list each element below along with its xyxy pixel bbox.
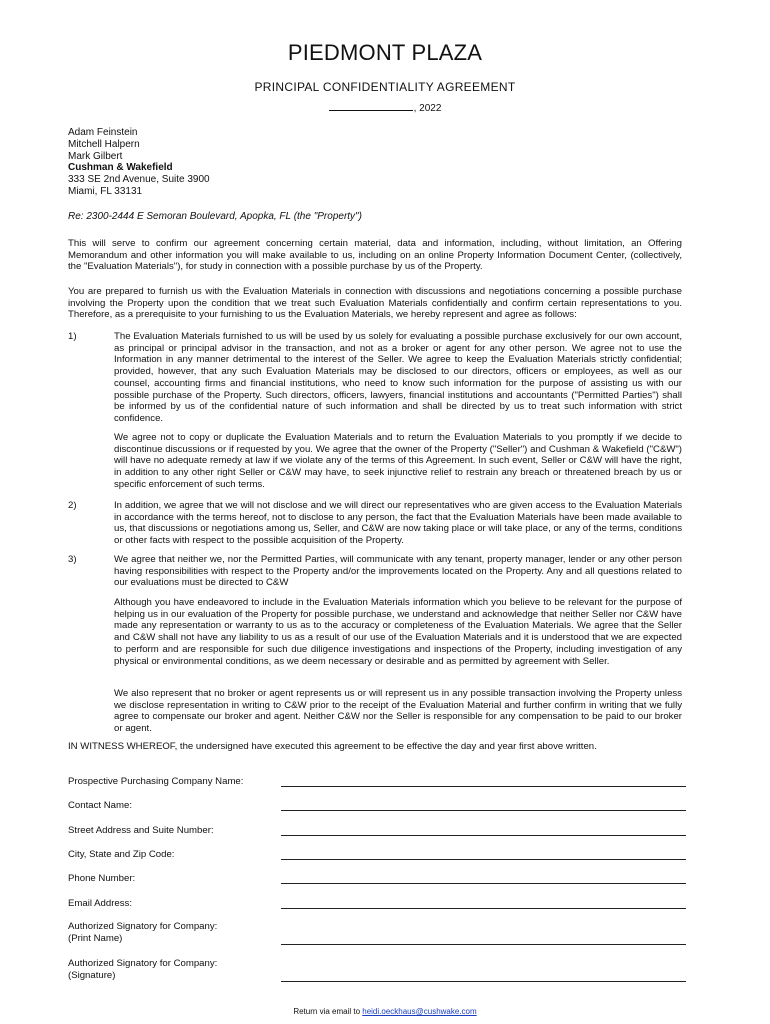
item-continuation: We also represent that no broker or agent represents us or will represent us in any possible transaction involving the Property unless we disclose representation in writing to C&W prior to the receipt of the Evaluation Material and further confirm in writing that we fully agree to compensate our broker and agent. Neither C&W nor the Seller is responsible for any compensation to be paid to our broker or agent. xyxy=(114,688,682,735)
footer-prefix: Return via email to xyxy=(293,1007,363,1016)
street-address-label: Street Address and Suite Number: xyxy=(68,825,214,836)
date-line xyxy=(0,101,770,114)
item-text: We agree that neither we, nor the Permitted Parties, will communicate with any tenant, property manager, lender or any other person having responsibilities with respect to the Property and/or the improvements located on the Property. Any and all questions related to our evaluations must be directed to C&W xyxy=(114,554,682,589)
city-state-zip-field[interactable] xyxy=(281,859,686,860)
document-subtitle: PRINCIPAL CONFIDENTIALITY AGREEMENT xyxy=(254,80,516,94)
document-title: PIEDMONT PLAZA xyxy=(287,40,483,65)
addressee-street: 333 SE 2nd Avenue, Suite 3900 xyxy=(68,174,210,186)
addressee-name: Mark Gilbert xyxy=(68,150,123,162)
witness-statement: IN WITNESS WHEREOF, the undersigned have executed this agreement to be effective the day and year first above written. xyxy=(68,741,597,752)
date-year: , 2022 xyxy=(413,103,442,114)
item-text: In addition, we agree that we will not disclose and we will direct our representatives who are given access to the Evaluation Materials in accordance with the terms hereof, not to disclose to any person, the fact that the Evaluation Materials have been made available to us, that discussions or negotiations among us, Seller, and C&W are now taking place or will take place, or any of the terms, conditions or other facts with respect to the possible acquisition of the Property. xyxy=(114,500,682,547)
phone-number-field[interactable] xyxy=(281,883,686,884)
addressee-block xyxy=(68,127,210,198)
item-number: 1) xyxy=(68,331,77,342)
signatory-signature-field[interactable] xyxy=(281,981,686,982)
signatory-print-label xyxy=(68,921,217,945)
city-state-zip-label: City, State and Zip Code: xyxy=(68,849,175,860)
return-email-link[interactable]: heidi.oeckhaus@cushwake.com xyxy=(362,1007,477,1016)
item-number: 3) xyxy=(68,554,77,565)
addressee-name: Adam Feinstein xyxy=(68,127,138,138)
date-blank[interactable] xyxy=(329,101,413,111)
addressee-city: Miami, FL 33131 xyxy=(68,185,143,197)
item-text: The Evaluation Materials furnished to us will be used by us solely for evaluating a possible purchase exclusively for our own account, as principal or principal advisor in the transaction, and not as a broker or agent for any other person. We agree not to use the Information in any manner detrimental to the interest of the Seller. We agree to keep the Evaluation Materials strictly confidential; provided, however, that any such Evaluation Materials may be disclosed to our directors, officers or employees, as well as our counsel, accounting firms and financial institutions, who need to know such information for the purpose of assisting us with our possible purchase of the Property. Such directors, officers, lawyers, financial institutions and accountants ("Permitted Parties") shall be informed by us of the confidential nature of such information and shall be directed by us to treat such information with strict confidence. xyxy=(114,331,682,424)
email-address-field[interactable] xyxy=(281,908,686,909)
signatory-print-field[interactable] xyxy=(281,944,686,945)
re-line: Re: 2300-2444 E Semoran Boulevard, Apopka, FL (the "Property") xyxy=(68,211,362,222)
signatory-sublabel: (Signature) xyxy=(68,970,116,981)
addressee-company: Cushman & Wakefield xyxy=(68,162,173,174)
footer-return-note xyxy=(0,1007,770,1016)
signatory-label: Authorized Signatory for Company: xyxy=(68,958,218,969)
signatory-label: Authorized Signatory for Company: xyxy=(68,921,218,932)
signatory-sublabel: (Print Name) xyxy=(68,933,123,944)
contact-name-label: Contact Name: xyxy=(68,800,132,811)
company-name-field[interactable] xyxy=(281,786,686,787)
item-continuation: Although you have endeavored to include in the Evaluation Materials information which you believe to be relevant for the purpose of helping us in our evaluation of the Property for possible purchase, we understand and acknowledge that neither Seller nor C&W have made any representation or warranty to us as to the accuracy or completeness of the Evaluation Materials. We agree that the Seller and C&W shall not have any liability to us as a result of our use of the Evaluation Materials and it is understood that we are expected to perform and are responsible for such due diligence investigations and inspections of the Property, including investigation of any physical or environmental conditions, as we deem necessary or desirable and as permitted by agreement with Seller. xyxy=(114,597,682,667)
item-continuation: We agree not to copy or duplicate the Evaluation Materials and to return the Evaluation Materials to you promptly if we decide to discontinue discussions or if requested by you. We agree that the owner of the Property ("Seller") and Cushman & Wakefield ("C&W") will have no adequate remedy at law if we violate any of the terms of this Agreement. In such event, Seller or C&W will have the right, in addition to any other right Seller or C&W may have, to seek injunctive relief to restrain any breach or threatened breach by us or specific enforcement of such terms. xyxy=(114,432,682,490)
contact-name-field[interactable] xyxy=(281,810,686,811)
addressee-name: Mitchell Halpern xyxy=(68,138,140,150)
street-address-field[interactable] xyxy=(281,835,686,836)
signatory-signature-label xyxy=(68,958,217,982)
company-name-label: Prospective Purchasing Company Name: xyxy=(68,776,244,787)
intro-paragraph: This will serve to confirm our agreement concerning certain material, data and information, including, without limitation, an Offering Memorandum and other information you will make available to us, including on an online Property Information Document Center, (collectively, the "Evaluation Materials"), for study in connection with a possible purchase by us of the Property. xyxy=(68,238,682,273)
phone-number-label: Phone Number: xyxy=(68,873,136,884)
email-address-label: Email Address: xyxy=(68,898,132,909)
item-number: 2) xyxy=(68,500,77,511)
prerequisite-paragraph: You are prepared to furnish us with the Evaluation Materials in connection with discussions and negotiations concerning a possible purchase involving the Property upon the condition that we treat such Evaluation Materials confidentially and confirm certain representations to you. Therefore, as a prerequisite to your furnishing to us the Evaluation Materials, we hereby represent and agree as follows: xyxy=(68,286,682,321)
